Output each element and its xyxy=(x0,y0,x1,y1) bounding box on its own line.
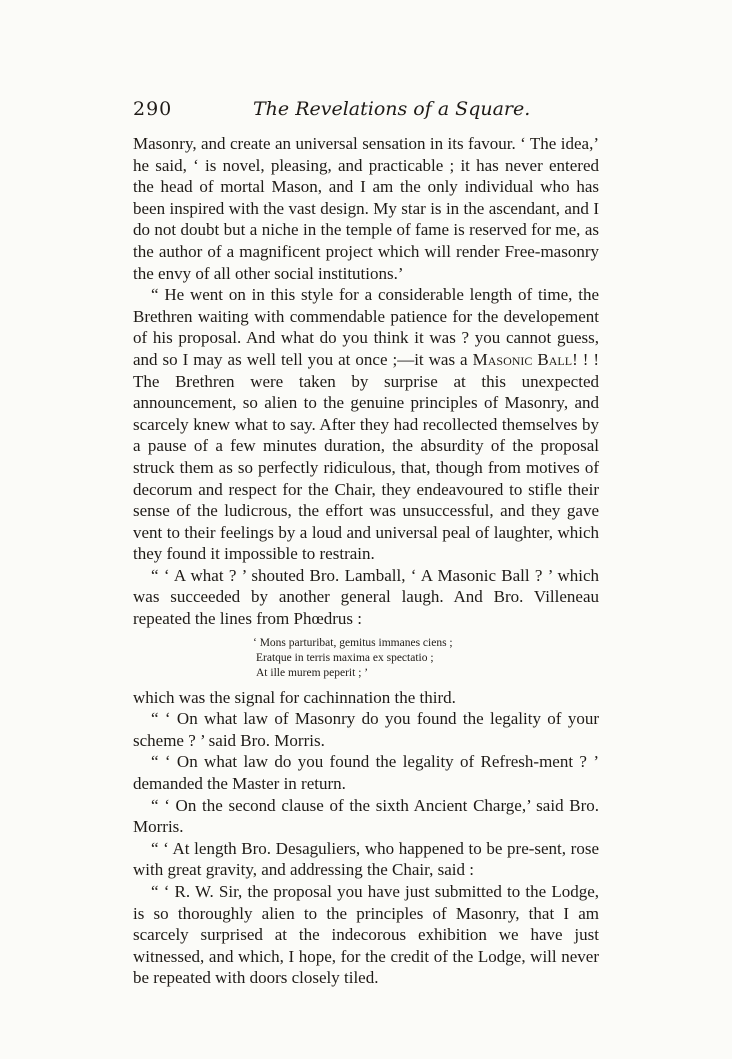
paragraph-refreshment: “ ‘ On what law do you found the legality of Refresh-ment ? ’ demanded the Master in return. xyxy=(133,752,599,794)
paragraph-ancient-charge: “ ‘ On the second clause of the sixth Ancient Charge,’ said Bro. Morris. xyxy=(133,795,599,837)
page-body xyxy=(133,133,599,989)
paragraph-rw-sir: “ ‘ R. W. Sir, the proposal you have just submitted to the Lodge, is so thoroughly alien to the principles of Masonry, that I am scarcely surprised at the indecorous exhibition we have just witnessed, and which, I hope, for the credit of the Lodge, will never be repeated with doors closely tiled. xyxy=(133,882,599,988)
paragraph-desaguliers: “ ‘ At length Bro. Desaguliers, who happened to be pre-sent, rose with great gravity, and addressing the Chair, said : xyxy=(133,838,599,880)
paragraph-text: ! ! ! The Brethren were taken by surprise at this unexpected announcement, so alien to the genuine principles of Masonry, and scarcely knew what to say. After they had recollected themselves by a pause of a few minutes duration, the absurdity of the proposal struck them as so perfectly ridiculous, that, though from motives of decorum and respect for the Chair, they endeavoured to stifle their sense of the ludicrous, the effort was unsuccessful, and they gave vent to their feelings by a loud and universal peal of laughter, which they found it impossible to restrain. xyxy=(133,349,600,564)
masonic-ball-phrase: Masonic Ball xyxy=(472,349,573,369)
page-header xyxy=(133,98,601,126)
quotation-line: Eratque in terris maxima ex spectatio ; xyxy=(256,651,434,664)
quotation-line: ‘ Mons parturibat, gemitus immanes ciens ; xyxy=(253,636,453,649)
paragraph-masonic-ball xyxy=(133,284,599,565)
paragraph-lamball: “ ‘ A what ? ’ shouted Bro. Lamball, ‘ A Masonic Ball ? ’ which was succeeded by another general laugh. And Bro. Villeneau repeated the lines from Phœdrus : xyxy=(133,565,599,629)
paragraph-cachinnation: which was the signal for cachinnation the third. xyxy=(133,687,456,707)
paragraph-text: “ He went on in this style for a considerable length of time, the Brethren waiting with commendable patience for the developement of his proposal. And what do you think it was ? you cannot guess, and so I may as well tell you at once ;—it was a xyxy=(133,285,599,369)
running-head: The Revelations of a Square. xyxy=(253,98,531,120)
paragraph-morris-question: “ ‘ On what law of Masonry do you found the legality of your scheme ? ’ said Bro. Morris. xyxy=(133,709,599,750)
latin-quotation xyxy=(253,636,599,681)
quotation-line: At ille murem peperit ; ’ xyxy=(256,666,369,679)
page-number: 290 xyxy=(133,98,173,120)
paragraph-continuation: Masonry, and create an universal sensation in its favour. ‘ The idea,’ he said, ‘ is novel, pleasing, and practicable ; it has never entered the head of mortal Mason, and I am the only individual who has been inspired with the vast design. My star is in the ascendant, and I do not doubt but a niche in the temple of fame is reserved for me, as the author of a magnificent project which will render Free-masonry the envy of all other social institutions.’ xyxy=(133,134,599,283)
